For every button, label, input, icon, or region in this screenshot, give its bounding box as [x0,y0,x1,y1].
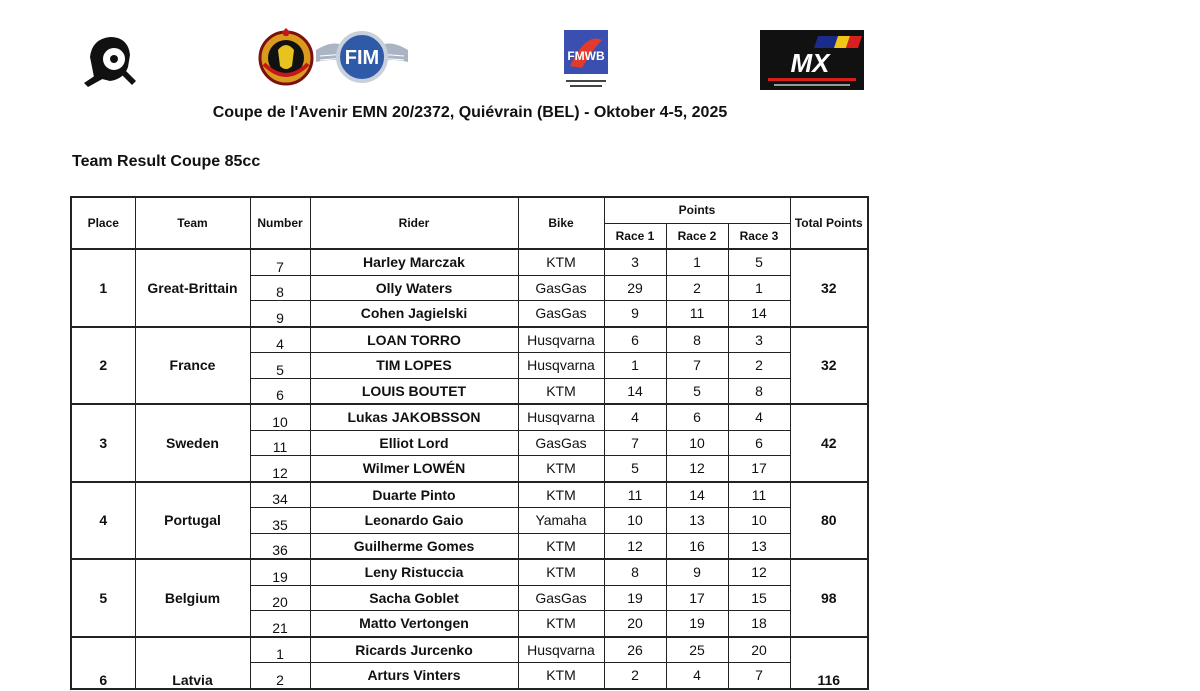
race-1-points: 8 [604,559,666,585]
team-place: 2 [71,327,135,405]
rider-bike: KTM [518,482,604,508]
race-2-points: 13 [666,508,728,534]
rider-name: Duarte Pinto [310,482,518,508]
rider-name: LOUIS BOUTET [310,378,518,404]
header-place: Place [71,197,135,249]
race-3-points: 7 [728,663,790,689]
race-3-points: 5 [728,249,790,275]
team-name: Belgium [135,559,250,637]
race-2-points: 8 [666,327,728,353]
rider-number: 6 [250,378,310,404]
race-1-points: 4 [604,404,666,430]
rider-name: Sacha Goblet [310,585,518,611]
motorcyclist-logo [80,27,140,89]
race-1-points: 29 [604,275,666,301]
rider-name: Wilmer LOWÉN [310,456,518,482]
header-team: Team [135,197,250,249]
race-3-points: 17 [728,456,790,482]
table-row [71,559,868,585]
rider-number: 1 [250,637,310,663]
header-rider: Rider [310,197,518,249]
rider-bike: GasGas [518,430,604,456]
race-3-points: 14 [728,301,790,327]
rider-name: Lukas JAKOBSSON [310,404,518,430]
team-name: Sweden [135,404,250,482]
race-3-points: 1 [728,275,790,301]
rider-name: Cohen Jagielski [310,301,518,327]
team-place: 5 [71,559,135,637]
rider-bike: KTM [518,559,604,585]
race-1-points: 6 [604,327,666,353]
mx-avenir-logo [760,30,864,90]
race-2-points: 1 [666,249,728,275]
team-place: 6 [71,637,135,689]
rider-bike: KTM [518,456,604,482]
race-1-points: 20 [604,611,666,637]
race-1-points: 2 [604,663,666,689]
header-race-2: Race 2 [666,223,728,249]
rider-number: 4 [250,327,310,353]
team-place: 3 [71,404,135,482]
race-1-points: 3 [604,249,666,275]
rider-number: 36 [250,533,310,559]
header-total-points: Total Points [790,197,868,249]
team-total-points: 32 [790,249,868,327]
race-1-points: 5 [604,456,666,482]
race-1-points: 1 [604,353,666,379]
race-3-points: 10 [728,508,790,534]
rider-bike: KTM [518,249,604,275]
race-2-points: 19 [666,611,728,637]
rider-name: Ricards Jurcenko [310,637,518,663]
team-name: Latvia [135,637,250,689]
rider-number: 9 [250,301,310,327]
rider-name: LOAN TORRO [310,327,518,353]
rider-bike: GasGas [518,275,604,301]
team-total-points: 32 [790,327,868,405]
race-2-points: 11 [666,301,728,327]
rider-number: 21 [250,611,310,637]
rider-bike: Husqvarna [518,637,604,663]
table-row [71,249,868,275]
race-2-points: 7 [666,353,728,379]
header-number: Number [250,197,310,249]
rider-number: 12 [250,456,310,482]
mx-logo-text: MX [790,48,830,78]
rider-number: 10 [250,404,310,430]
team-place: 4 [71,482,135,560]
rider-bike: GasGas [518,585,604,611]
rider-name: Matto Vertongen [310,611,518,637]
rider-bike: KTM [518,663,604,689]
rider-bike: Husqvarna [518,327,604,353]
race-2-points: 2 [666,275,728,301]
rider-name: TIM LOPES [310,353,518,379]
rider-name: Elliot Lord [310,430,518,456]
race-3-points: 12 [728,559,790,585]
race-2-points: 10 [666,430,728,456]
race-2-points: 4 [666,663,728,689]
race-2-points: 5 [666,378,728,404]
race-1-points: 26 [604,637,666,663]
rider-name: Arturs Vinters [310,663,518,689]
fmwb-logo [562,28,610,90]
race-3-points: 6 [728,430,790,456]
race-1-points: 7 [604,430,666,456]
race-2-points: 17 [666,585,728,611]
race-2-points: 16 [666,533,728,559]
race-2-points: 6 [666,404,728,430]
rider-bike: Husqvarna [518,404,604,430]
fim-logo [316,28,408,86]
team-name: Portugal [135,482,250,560]
table-row [71,482,868,508]
rider-name: Harley Marczak [310,249,518,275]
rider-name: Guilherme Gomes [310,533,518,559]
race-1-points: 14 [604,378,666,404]
rider-number: 11 [250,430,310,456]
document-title: Coupe de l'Avenir EMN 20/2372, Quiévrain (BEL) - Oktober 4-5, 2025 [212,104,728,121]
team-results-table [70,196,869,690]
fmwb-logo-text: FMWB [567,49,605,63]
race-1-points: 9 [604,301,666,327]
rider-bike: KTM [518,378,604,404]
rider-number: 34 [250,482,310,508]
header-bike: Bike [518,197,604,249]
race-3-points: 11 [728,482,790,508]
race-3-points: 18 [728,611,790,637]
rider-bike: Yamaha [518,508,604,534]
race-2-points: 9 [666,559,728,585]
race-3-points: 4 [728,404,790,430]
header-race-1: Race 1 [604,223,666,249]
table-row [71,404,868,430]
race-2-points: 25 [666,637,728,663]
race-2-points: 12 [666,456,728,482]
race-3-points: 8 [728,378,790,404]
race-3-points: 13 [728,533,790,559]
header-race-3: Race 3 [728,223,790,249]
race-2-points: 14 [666,482,728,508]
rider-number: 5 [250,353,310,379]
team-name: Great-Brittain [135,249,250,327]
rider-bike: KTM [518,611,604,637]
race-1-points: 19 [604,585,666,611]
rider-bike: KTM [518,533,604,559]
race-3-points: 15 [728,585,790,611]
team-name: France [135,327,250,405]
rider-number: 19 [250,559,310,585]
team-total-points: 116 [790,637,868,689]
team-place: 1 [71,249,135,327]
team-total-points: 80 [790,482,868,560]
rider-number: 35 [250,508,310,534]
rider-number: 2 [250,663,310,689]
table-row [71,637,868,663]
header-points: Points [604,197,790,223]
race-1-points: 11 [604,482,666,508]
section-title: Team Result Coupe 85cc [72,153,261,170]
rider-bike: Husqvarna [518,353,604,379]
table-row [71,327,868,353]
rider-name: Leny Ristuccia [310,559,518,585]
team-total-points: 98 [790,559,868,637]
team-total-points: 42 [790,404,868,482]
race-1-points: 12 [604,533,666,559]
rider-number: 8 [250,275,310,301]
race-3-points: 2 [728,353,790,379]
rider-name: Olly Waters [310,275,518,301]
race-3-points: 20 [728,637,790,663]
race-1-points: 10 [604,508,666,534]
federation-crest-logo [258,28,314,86]
rider-bike: GasGas [518,301,604,327]
race-3-points: 3 [728,327,790,353]
rider-number: 7 [250,249,310,275]
rider-name: Leonardo Gaio [310,508,518,534]
rider-number: 20 [250,585,310,611]
fim-logo-text: FIM [344,47,380,69]
